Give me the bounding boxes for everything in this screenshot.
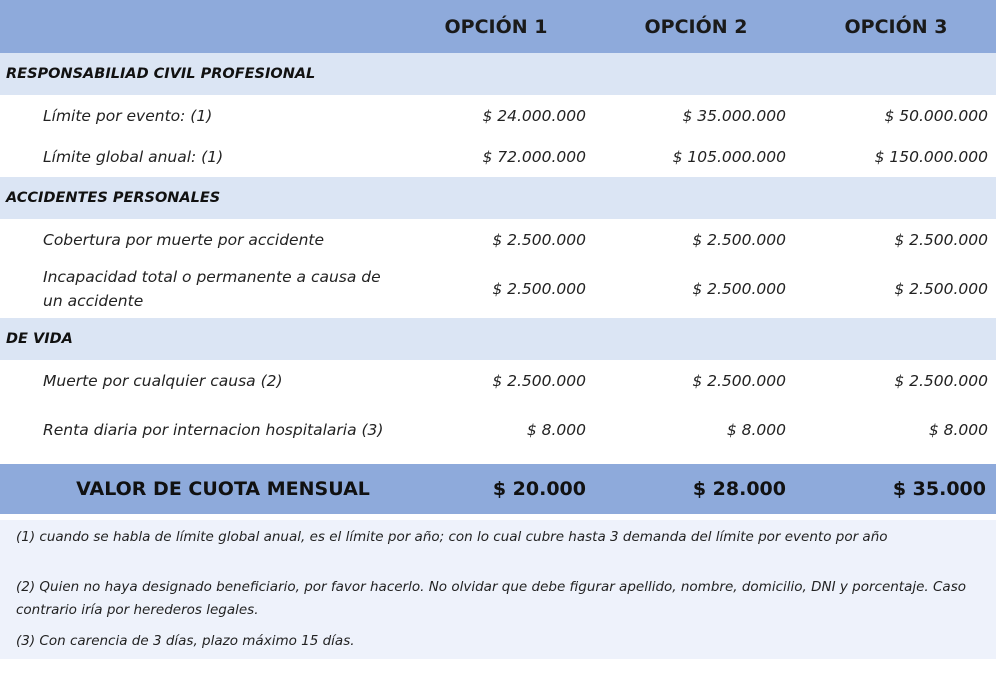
row-value-option-2: $ 8.000 xyxy=(596,401,796,459)
row-value-option-1: $ 2.500.000 xyxy=(396,219,596,260)
section-title-personal-accidents: ACCIDENTES PERSONALES xyxy=(0,177,996,219)
row-label: Incapacidad total o permanente a causa de un accidente xyxy=(0,260,396,318)
row-value-option-3: $ 2.500.000 xyxy=(796,360,996,401)
footnote-2: (2) Quien no haya designado beneficiario, por favor hacerlo. No olvidar que debe figurar apellido, nombre, domicilio, DNI y porcentaje. Caso contrario iría por herederos legales. xyxy=(16,579,966,618)
row-value-option-3: $ 2.500.000 xyxy=(796,260,996,318)
section-title-life: DE VIDA xyxy=(0,318,996,360)
row-label: Muerte por cualquier causa (2) xyxy=(0,360,396,401)
row-value-option-2: $ 2.500.000 xyxy=(596,260,796,318)
footnote-3: (3) Con carencia de 3 días, plazo máximo 15 días. xyxy=(16,633,355,649)
header-empty-cell xyxy=(0,0,396,53)
header-row xyxy=(0,0,996,53)
total-value-option-3: $ 35.000 xyxy=(796,464,996,514)
table-row xyxy=(0,219,996,260)
table-row xyxy=(0,401,996,459)
option-3-header: OPCIÓN 3 xyxy=(796,0,996,53)
row-value-option-1: $ 2.500.000 xyxy=(396,360,596,401)
footnotes xyxy=(0,520,996,659)
total-label: VALOR DE CUOTA MENSUAL xyxy=(0,464,396,514)
row-value-option-2: $ 2.500.000 xyxy=(596,219,796,260)
total-value-option-2: $ 28.000 xyxy=(596,464,796,514)
table-row xyxy=(0,360,996,401)
option-2-header: OPCIÓN 2 xyxy=(596,0,796,53)
row-value-option-3: $ 50.000.000 xyxy=(796,95,996,136)
section-title-civil-liability: RESPONSABILIAD CIVIL PROFESIONAL xyxy=(0,53,996,95)
row-value-option-1: $ 72.000.000 xyxy=(396,136,596,177)
row-value-option-1: $ 24.000.000 xyxy=(396,95,596,136)
section-row xyxy=(0,177,996,219)
row-value-option-2: $ 2.500.000 xyxy=(596,360,796,401)
section-row xyxy=(0,318,996,360)
table-row xyxy=(0,136,996,177)
row-label: Renta diaria por internacion hospitalaria (3) xyxy=(0,401,396,459)
row-value-option-3: $ 150.000.000 xyxy=(796,136,996,177)
row-value-option-3: $ 2.500.000 xyxy=(796,219,996,260)
total-row xyxy=(0,464,996,514)
row-value-option-2: $ 35.000.000 xyxy=(596,95,796,136)
footnote-1: (1) cuando se habla de límite global anual, es el límite por año; con lo cual cubre hasta 3 demanda del límite por evento por año xyxy=(16,529,888,545)
row-value-option-1: $ 8.000 xyxy=(396,401,596,459)
row-label: Límite por evento: (1) xyxy=(0,95,396,136)
total-value-option-1: $ 20.000 xyxy=(396,464,596,514)
row-value-option-3: $ 8.000 xyxy=(796,401,996,459)
row-value-option-1: $ 2.500.000 xyxy=(396,260,596,318)
row-label: Límite global anual: (1) xyxy=(0,136,396,177)
row-value-option-2: $ 105.000.000 xyxy=(596,136,796,177)
section-row xyxy=(0,53,996,95)
table-row xyxy=(0,260,996,318)
row-label: Cobertura por muerte por accidente xyxy=(0,219,396,260)
option-1-header: OPCIÓN 1 xyxy=(396,0,596,53)
table-row xyxy=(0,95,996,136)
